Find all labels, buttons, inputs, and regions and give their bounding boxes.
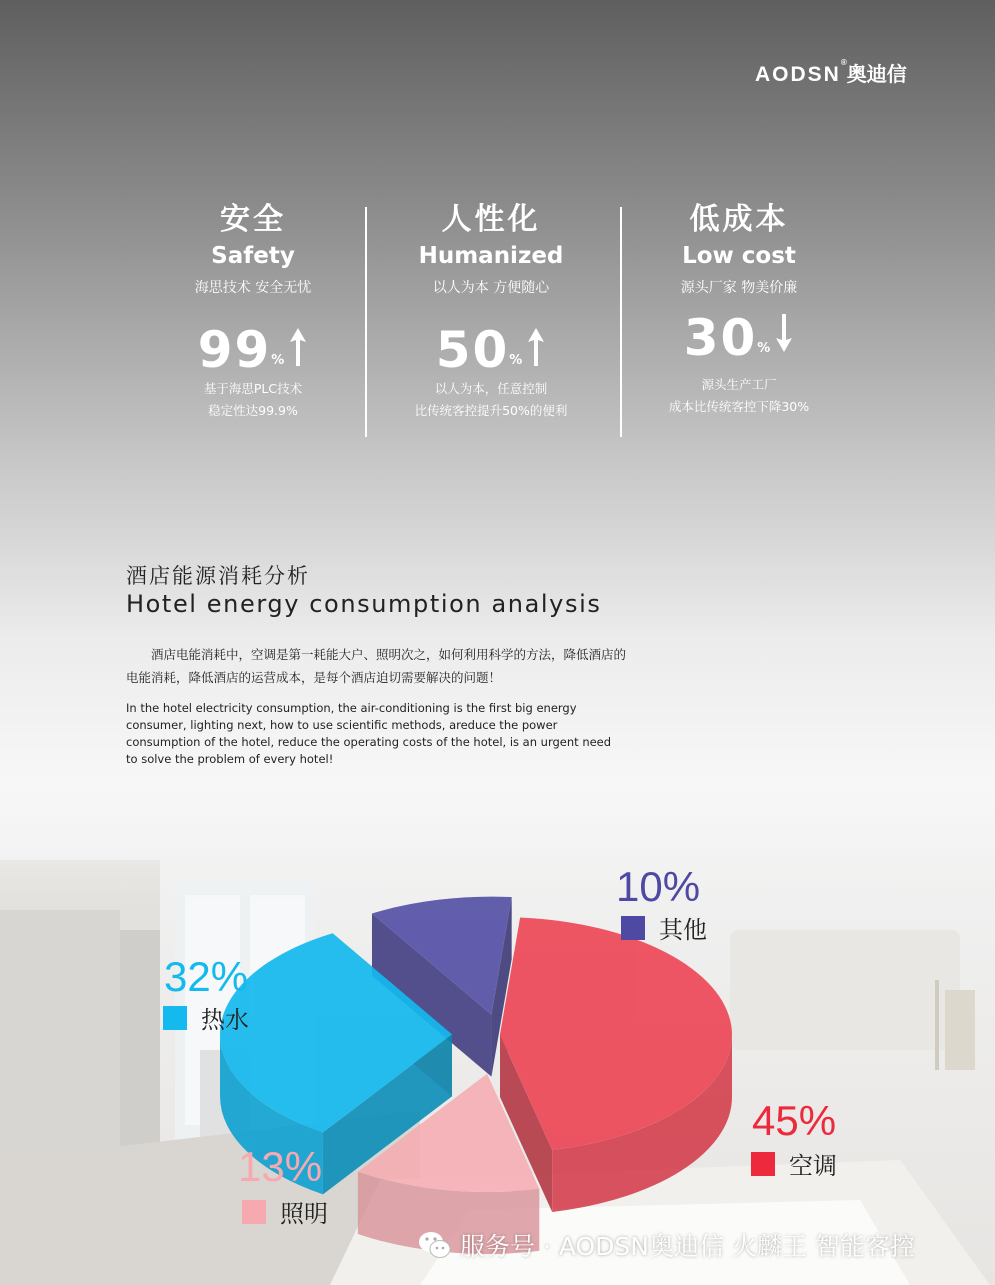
feature-desc-line2: 比传统客控提升50%的便利 [414,403,568,418]
feature-desc-line2: 稳定性达99.9% [208,403,298,418]
legend-swatch [242,1200,266,1224]
legend-label: 热水 [201,1006,249,1034]
watermark-text: 服务号 · AODSN奥迪信 火麟王 智能客控 [460,1232,915,1261]
feature-desc-line1: 以人为本，任意控制 [434,381,548,396]
wechat-watermark [418,1227,915,1263]
legend-label: 空调 [789,1152,837,1180]
legend-item-other [621,910,707,945]
feature-desc-line2: 成本比传统客控下降30% [668,399,810,414]
brand-logo-text: AODSN [755,63,841,86]
pie-label-air-conditioning: 45% [752,1097,837,1144]
wechat-icon [418,1230,452,1260]
legend-swatch [621,916,645,940]
pie-label-other: 10% [616,863,701,910]
feature-title-en: Low cost [682,243,796,269]
legend-item-lighting [242,1194,328,1229]
feature-title-cn: 低成本 [689,202,789,237]
analysis-paragraph-cn: 酒店电能消耗中，空调是第一耗能大户、照明次之，如何利用科学的方法，降低酒店的电能消耗，降低酒店的运营成本，是每个酒店迫切需要解决的问题！ [126,647,627,685]
feature-value: 30 [683,309,758,367]
feature-desc-line1: 源头生产工厂 [701,377,777,392]
analysis-title-cn: 酒店能源消耗分析 [126,564,310,588]
feature-title-en: Safety [211,243,295,269]
legend-swatch [751,1152,775,1176]
feature-unit: % [757,341,771,356]
feature-subtitle: 海思技术 安全无忧 [194,280,312,296]
legend-item-air-conditioning [751,1146,837,1181]
feature-desc-line1: 基于海思PLC技术 [203,381,303,396]
pie-label-hot-water: 32% [164,953,249,1000]
legend-label: 照明 [280,1200,328,1228]
brand-name-cn: 奥迪信 [846,64,907,86]
legend-item-hot-water [163,1000,249,1035]
feature-subtitle: 源头厂家 物美价廉 [680,280,798,296]
pie-label-lighting: 13% [238,1143,323,1190]
feature-subtitle: 以人为本 方便随心 [432,280,550,296]
feature-title-en: Humanized [418,243,564,269]
legend-label: 其他 [659,916,707,944]
feature-title-cn: 安全 [220,202,286,237]
registered-mark: ® [840,58,847,67]
legend-swatch [163,1006,187,1030]
analysis-title-en: Hotel energy consumption analysis [126,590,602,618]
feature-unit: % [509,353,523,368]
feature-value: 50 [435,321,510,379]
feature-value: 99 [197,321,272,379]
analysis-paragraph-en: In the hotel electricity consumption, the air-conditioning is the first big energy consumer, lighting next, how to use scientific methods, areduce the power consumption of the hotel, reduce the operating costs of the hotel, is an urgent need to solve the problem of every hotel! [126,701,612,766]
feature-unit: % [271,353,285,368]
feature-title-cn: 人性化 [441,202,541,237]
pie-slice-空调 [500,917,732,1212]
